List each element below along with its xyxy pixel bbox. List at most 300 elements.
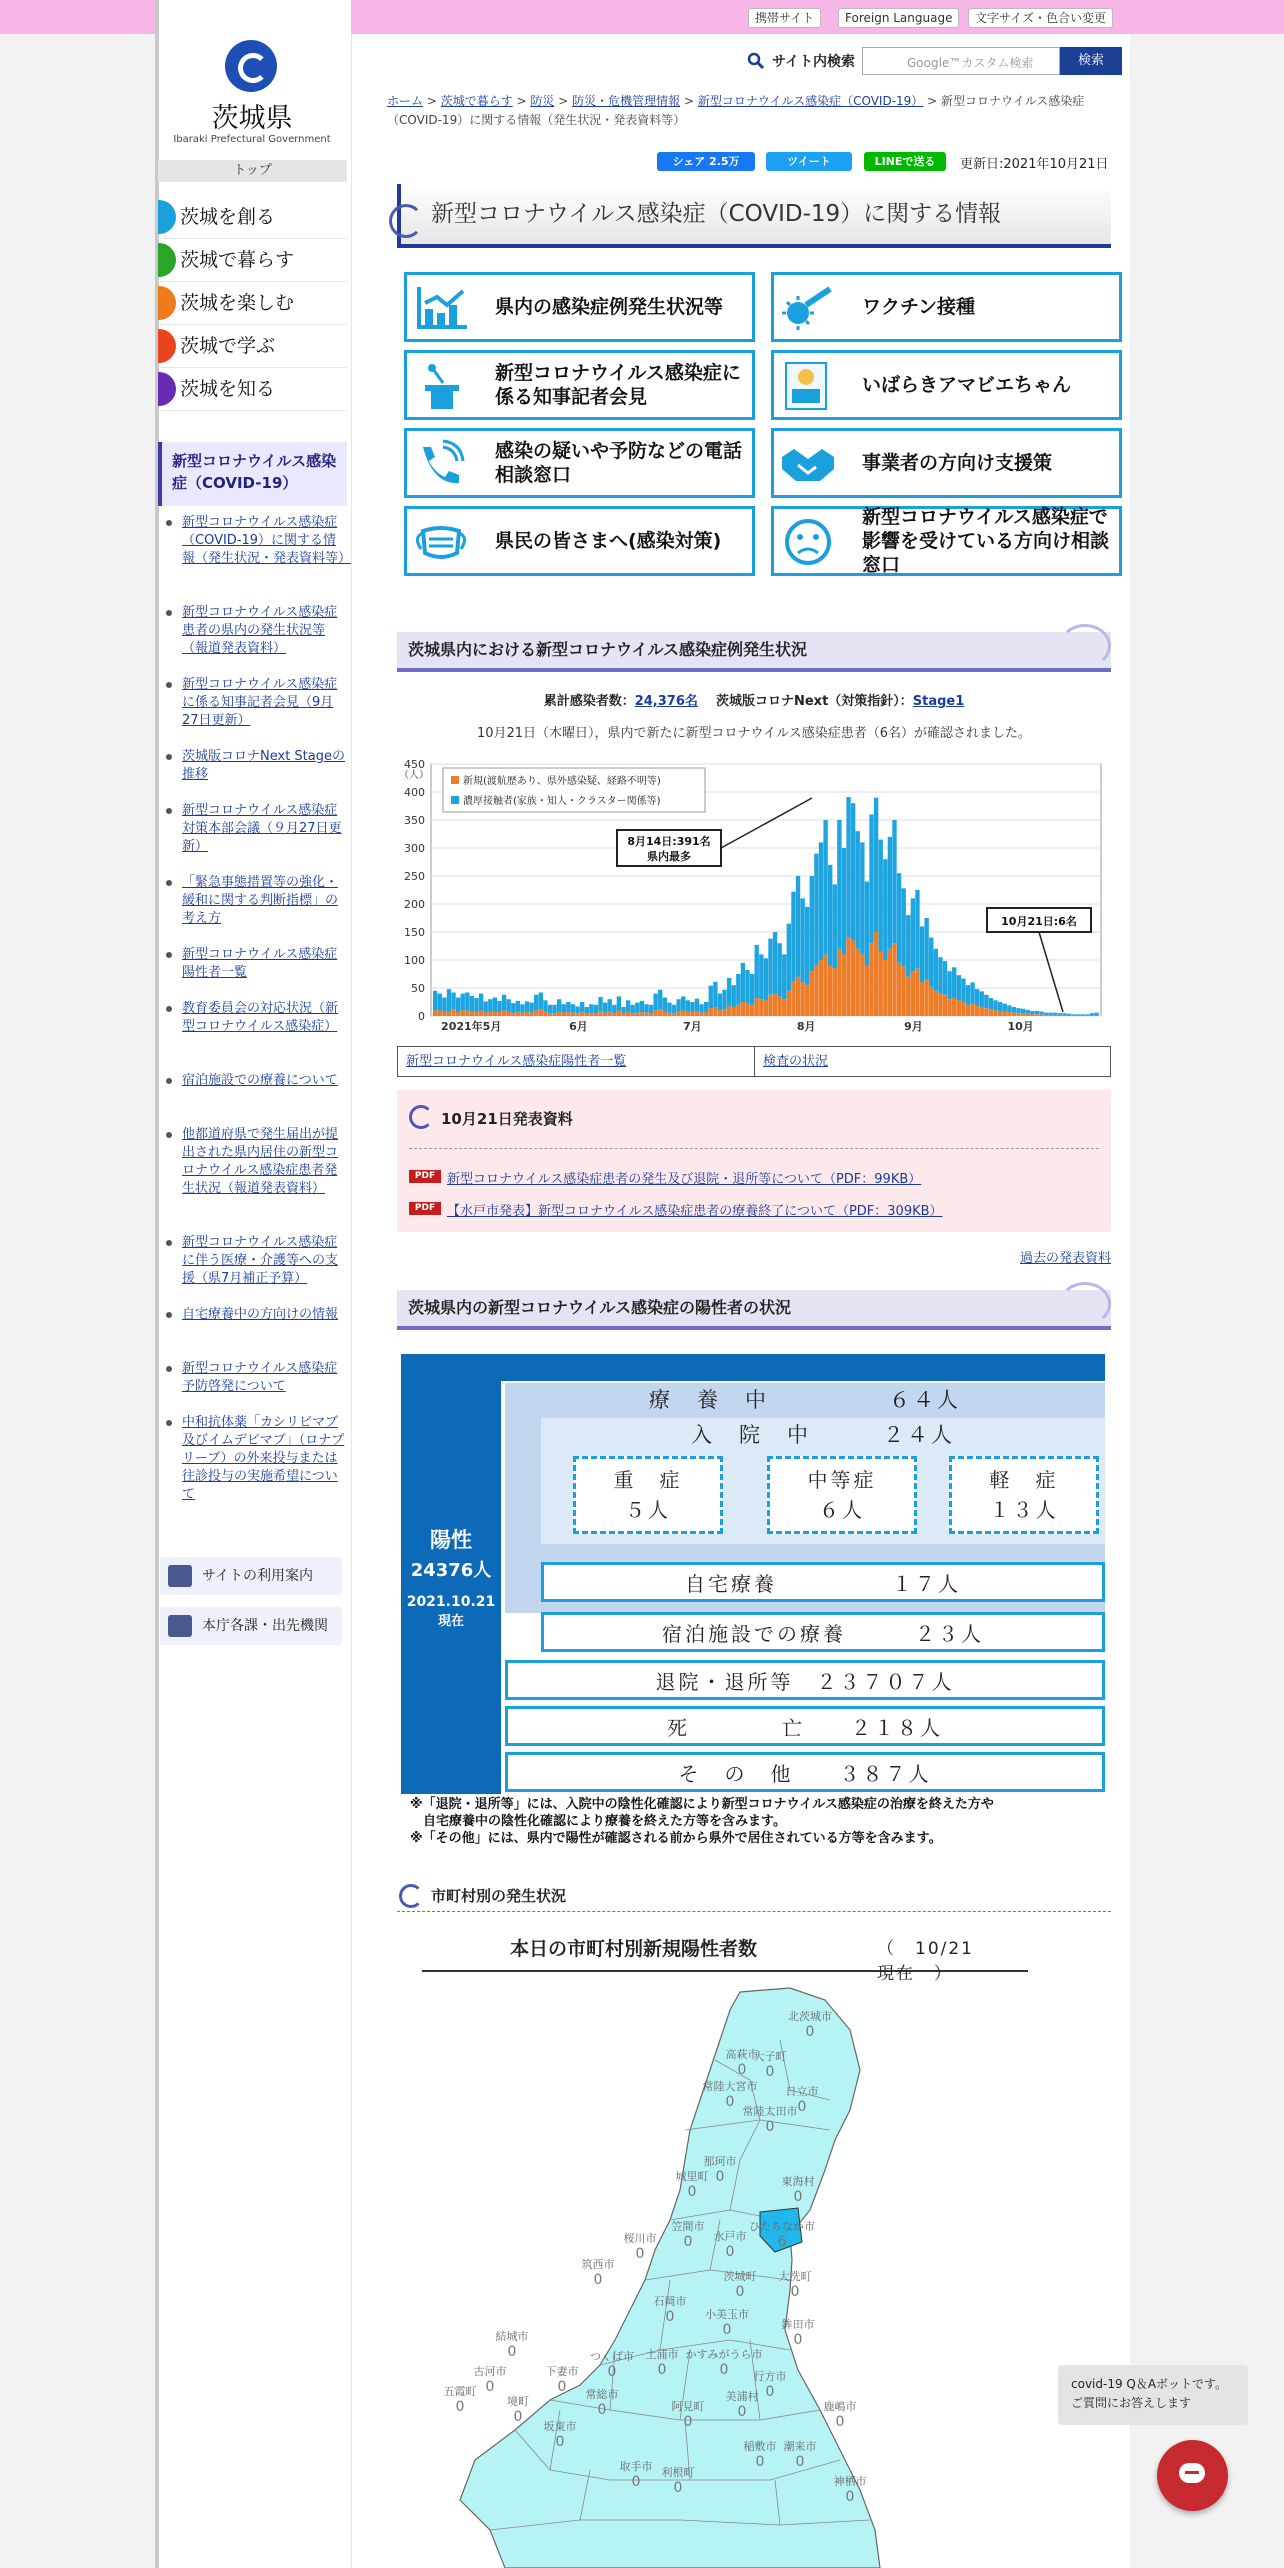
bar-close-contact [631,1005,635,1013]
bar-close-contact [856,831,860,949]
bar-new [947,999,951,1016]
bar-new [461,1010,465,1016]
nav-dot-icon [158,200,176,234]
nav-item-know[interactable] [158,368,347,411]
spiral-icon [399,1884,423,1908]
municipality-name: 五霞町 [443,2385,477,2398]
sidebar-link[interactable]: 新型コロナウイルス感染症対策本部会議（９月27日更新） [182,802,346,856]
bar-new [851,940,855,1016]
bar-new [915,968,919,1016]
bar-close-contact [474,998,478,1012]
tile-infection-measures[interactable] [404,506,755,576]
bar-close-contact [764,958,768,1000]
bar-new [653,1010,657,1016]
bar-new [814,966,818,1016]
y-tick-label: 400 [404,786,425,799]
bar-close-contact [539,992,543,1009]
total-label: 累計感染者数： [543,694,635,709]
bar-new [1058,1015,1062,1016]
departments-button[interactable] [160,1607,342,1645]
bar-new [787,991,791,1016]
bar-new [506,1012,510,1016]
municipality-count: 0 [485,2379,495,2395]
y-tick-label: 0 [418,1010,425,1023]
breadcrumb-disaster[interactable]: 防災 [530,94,555,108]
y-tick-label: 50 [411,982,425,995]
bar-new [493,1012,497,1016]
bar-close-contact [497,1001,501,1012]
bar-new [1094,1015,1098,1016]
bar-new [649,1013,653,1016]
bar-close-contact [750,974,754,1005]
chatbot-line: ご質問にお答えします [1071,2396,1192,2410]
bar-close-contact [456,998,460,1012]
bar-close-contact [929,938,933,987]
pdf-link[interactable] [409,1200,943,1219]
municipality-name: ひたちなか市 [749,2220,815,2233]
bar-close-contact [1062,1013,1066,1015]
bar-new [901,967,905,1016]
daily-cases-chart [397,754,1111,1034]
bar-close-contact [851,803,855,940]
bar-new [805,985,809,1016]
bar-new [529,1013,533,1016]
map-title [422,1930,1028,1984]
footnotes [410,1796,1110,1847]
bar-new [1007,1012,1011,1016]
press-heading [409,1108,573,1129]
bar-new [842,954,846,1016]
bar-close-contact [727,978,731,1006]
breadcrumb-home[interactable]: ホーム [387,94,424,108]
bar-close-contact [681,996,685,1010]
nav-item-learn[interactable] [158,325,347,368]
municipality-name: 阿見町 [671,2400,705,2413]
x-tick-label: 7月 [682,1020,702,1033]
bar-new [879,952,883,1016]
municipality-count: 0 [737,2404,747,2420]
past-releases-link[interactable]: 過去の発表資料 [1019,1251,1111,1266]
bar-new [470,1012,474,1016]
bar-close-contact [759,954,763,999]
nav-item-enjoy[interactable] [158,282,347,325]
bar-close-contact [663,998,667,1012]
tile-label: いばらきアマビエちゃん [862,374,1072,396]
vaccine-icon [780,283,836,333]
bar-new [589,1013,593,1016]
bar-new [759,999,763,1016]
bar-close-contact [626,1000,630,1011]
municipality-name: 美浦村 [725,2390,759,2403]
breadcrumb-crisis[interactable]: 防災・危機管理情報 [572,94,681,108]
bar-close-contact [575,1006,579,1013]
tile-vaccine[interactable] [771,272,1122,342]
sidebar-link[interactable]: 宿泊施設での療養について [182,1072,346,1090]
bar-new [892,943,896,1016]
bar-close-contact [984,995,988,1008]
bar-new [819,960,823,1016]
bar-close-contact [718,994,722,1011]
bar-new [764,1000,768,1016]
bar-new [741,1002,745,1016]
municipality-name: 北茨城市 [788,2010,832,2023]
home-care-box: 自宅療養 １７人 [541,1562,1105,1602]
municipality-name: 小美玉市 [705,2308,749,2321]
bar-new [1090,1015,1094,1016]
bar-close-contact [833,884,837,968]
bar-close-contact [800,898,804,982]
bar-close-contact [667,1003,671,1013]
bar-close-contact [1081,1014,1085,1015]
bar-new [970,1004,974,1016]
municipality-count: 0 [665,2309,675,2325]
bar-close-contact [980,991,984,1007]
bar-new [888,949,892,1016]
bar-new [552,1013,556,1016]
font-color-settings-link[interactable]: 文字サイズ・色合い変更 [968,8,1113,28]
logo-subtitle: Ibaraki Prefectural Government [173,134,331,145]
annotation-peak: 県内最多 [647,850,691,863]
bar-close-contact [1094,1013,1098,1016]
ibaraki-outline [460,1988,880,2568]
bar-new [796,977,800,1016]
bar-new [663,1012,667,1016]
bar-close-contact [672,1005,676,1013]
bar-new [732,1008,736,1016]
bar-new [479,1010,483,1016]
related-links-table [397,1046,1111,1077]
municipality-count: 0 [455,2399,465,2415]
bar-close-contact [676,999,680,1011]
municipality-count: 0 [683,2414,693,2430]
bar-close-contact [529,1003,533,1013]
municipality-name: 桜川市 [623,2232,657,2245]
bar-close-contact [433,991,437,1011]
y-tick-label: 200 [404,898,425,911]
sidebar-link[interactable]: 中和抗体薬「カシリビマブ及びイムデビマブ」（ロナプリーブ）の外来投与または往診投与の実施希望について [182,1415,345,1502]
search-input[interactable]: Google™カスタム検索 [862,47,1060,75]
hospitalized-count: 入 院 中 ２４人 [691,1423,955,1447]
bar-new [869,943,873,1016]
municipality-name: 常総市 [585,2388,619,2401]
bar-close-contact [911,898,915,971]
bar-close-contact [947,971,951,999]
bar-close-contact [874,798,878,932]
bar-close-contact [552,1005,556,1013]
bar-new [672,1013,676,1016]
sidebar-link[interactable]: 教育委員会の対応状況（新型コロナウイルス感染症） [182,1000,346,1036]
municipality-count: 0 [835,2414,845,2430]
bar-close-contact [805,907,809,985]
bar-close-contact [722,990,726,1010]
nav-item-label: 茨城で暮らす [180,249,295,271]
sidebar-link[interactable]: 「緊急事態措置等の強化・緩和に関する判断指標」の考え方 [182,874,346,928]
stage-link[interactable]: Stage1 [912,694,965,709]
bar-new [1012,1013,1016,1016]
municipality-name: 結城市 [495,2330,529,2343]
municipality-name: 境町 [507,2395,529,2408]
bar-new [631,1013,635,1016]
bar-new [727,1006,731,1016]
bar-close-contact [1067,1014,1071,1016]
municipality-name: 石岡市 [653,2295,687,2308]
bar-close-contact [608,999,612,1011]
municipality-name: 茨城町 [723,2270,757,2283]
bar-new [447,1012,451,1016]
positive-list-link[interactable]: 新型コロナウイルス感染症陽性者一覧 [398,1047,755,1076]
bar-new [603,1013,607,1016]
bar-close-contact [1076,1014,1080,1015]
total-cases-link[interactable]: 24,376名 [634,694,698,709]
sidebar-section-title[interactable]: 新型コロナウイルス感染症（COVID-19） [158,442,347,506]
section-heading-text: 茨城県内における新型コロナウイルス感染症例発生状況 [408,640,808,659]
test-status-link[interactable]: 検査の状況 [763,1054,829,1069]
section-heading-status [397,632,1111,672]
bar-close-contact [640,1001,644,1012]
nav-item-label: 茨城を知る [180,378,276,400]
map-title-text: 本日の市町村別新規陽性者数 [510,1938,758,1960]
line-share-button[interactable]: LINEで送る [864,152,946,171]
nav-dot-icon [158,243,176,277]
mild-box [949,1456,1099,1534]
municipality-name: 城里町 [675,2170,709,2183]
bar-close-contact [828,865,832,966]
tile-label: 感染の疑いや予防などの電話相談窓口 [495,440,743,486]
bar-new [575,1013,579,1016]
y-tick-label: 100 [404,954,425,967]
bar-close-contact [901,888,905,966]
bar-new [993,1010,997,1016]
bar-new [667,1013,671,1016]
logo-title[interactable]: 茨城県 [211,103,293,134]
nav-dot-icon [158,286,176,320]
bar-close-contact [598,997,602,1011]
bar-new [1071,1015,1075,1016]
breadcrumb-covid[interactable]: 新型コロナウイルス感染症（COVID-19） [697,94,924,108]
municipality-count: 0 [793,2332,803,2348]
prefecture-logo-icon[interactable] [225,40,277,92]
tile-label: 県内の感染症例発生状況等 [495,296,724,318]
search-button[interactable]: 検索 [1060,47,1122,75]
keyboard-icon [168,1565,192,1587]
municipality-name: 水戸市 [713,2230,747,2243]
municipality-count: 0 [737,2062,747,2078]
bar-close-contact [686,1000,690,1011]
legend-label: 濃厚接触者(家族・知人・クラスター関係等) [463,796,661,807]
bar-new [562,1013,566,1016]
foreign-language-link[interactable]: Foreign Language [838,8,959,28]
bar-close-contact [612,1005,616,1013]
bar-new [635,1013,639,1016]
moderate-label: 中等症 [807,1468,877,1492]
sidebar-link[interactable]: 他都道府県で発生届出が提出された県内居住の新型コロナウイルス感染症患者発生状況（報道発表資料） [182,1126,346,1198]
bar-close-contact [585,1007,589,1014]
sidebar-link[interactable]: 新型コロナウイルス感染症に係る知事記者会見（9月27日更新） [182,676,346,730]
bar-close-contact [1007,1005,1011,1012]
municipality-name: かすみがうら市 [685,2348,763,2361]
x-tick-label: 9月 [904,1020,923,1033]
municipality-count: 0 [715,2169,725,2185]
site-usage-button[interactable] [160,1557,342,1595]
bar-close-contact [461,994,465,1011]
breadcrumb-live[interactable]: 茨城で暮らす [440,94,513,108]
x-tick-label: 2021年5月 [441,1020,502,1033]
bar-new [989,1009,993,1016]
municipality-name: 鹿嶋市 [823,2400,857,2413]
sidebar-link[interactable]: 新型コロナウイルス感染症（COVID-19）に関する情報（発生状況・発表資料等） [182,515,352,566]
bar-close-contact [819,842,823,960]
sidebar-link[interactable]: 茨城版コロナNext Stageの推移 [182,749,345,782]
bar-new [608,1012,612,1016]
bar-new [598,1011,602,1016]
bar-new [695,1011,699,1016]
severe-label: 重 症 [613,1468,683,1492]
nav-item-create[interactable] [158,196,347,239]
positive-total: 24376人 [410,1560,492,1581]
bar-close-contact [823,820,827,954]
phone-icon [413,439,469,489]
tile-case-status[interactable] [404,272,755,342]
bar-close-contact [915,890,919,968]
bar-close-contact [1003,1004,1007,1012]
municipality-count: 6 [777,2234,787,2250]
sidebar-link[interactable]: 自宅療養中の方向けの情報 [182,1306,346,1324]
tile-press-conference[interactable] [404,350,755,420]
municipality-count: 0 [765,2384,775,2400]
mobile-site-link[interactable]: 携帯サイト [748,8,821,28]
worried-face-icon [780,517,836,567]
bar-close-contact [511,1003,515,1013]
y-axis-unit: （人） [399,770,429,781]
sidebar-link[interactable]: 新型コロナウイルス感染症予防啓発について [182,1360,346,1396]
bar-new [484,1013,488,1016]
municipality-name: 日立市 [785,2085,819,2098]
tile-label: 事業者の方向け支援策 [862,452,1053,474]
sidebar-link[interactable]: 新型コロナウイルス感染症に伴う医療・介護等への支援（県7月補正予算） [182,1234,346,1288]
municipality-count: 0 [790,2284,800,2300]
bar-close-contact [1085,1014,1089,1015]
bar-close-contact [603,1003,607,1013]
site-usage-label: サイトの利用案内 [202,1568,314,1584]
nav-dot-icon [158,329,176,363]
bar-new [474,1012,478,1016]
municipality-count: 0 [607,2364,617,2380]
bar-new [676,1012,680,1016]
sidebar-link[interactable]: 新型コロナウイルス感染症陽性者一覧 [182,946,346,982]
bar-new [924,980,928,1016]
bar-new [621,1014,625,1016]
sidebar-link[interactable]: 新型コロナウイルス感染症患者の県内の発生状況等（報道発表資料） [182,604,346,658]
municipal-heading [397,1880,1111,1912]
municipality-name: 稲敷市 [743,2440,777,2453]
municipality-name: 東海村 [781,2175,815,2188]
tile-label: 県民の皆さまへ(感染対策) [495,530,722,552]
bar-new [511,1013,515,1016]
tile-affected-consult[interactable] [771,506,1122,576]
nav-item-live[interactable] [158,239,347,282]
bar-new [543,1012,547,1016]
positive-label: 陽性 [430,1528,472,1552]
diagram-top-band [401,1354,1105,1381]
chatbot-bubble[interactable] [1058,2365,1248,2425]
bar-new [571,1013,575,1016]
municipality-count: 0 [513,2409,523,2425]
bar-close-contact [470,996,474,1012]
bar-new [938,994,942,1016]
tile-business-support[interactable] [771,428,1122,498]
bar-new [713,1007,717,1016]
bar-close-contact [709,986,713,1008]
chat-icon[interactable] [1157,2440,1228,2511]
bar-close-contact [493,998,497,1012]
podium-icon [413,361,469,411]
press-title: 10月21日発表資料 [441,1110,573,1128]
bar-close-contact [782,954,786,999]
bar-new [1053,1015,1057,1016]
bar-new [1062,1015,1066,1016]
municipality-count: 0 [687,2184,697,2200]
municipality-count: 0 [722,2322,732,2338]
municipality-count: 0 [725,2244,735,2260]
y-tick-label: 150 [404,926,425,939]
bar-close-contact [934,949,938,991]
nav-top[interactable]: トップ [158,160,347,182]
bar-close-contact [1090,1013,1094,1015]
municipality-count: 0 [719,2362,729,2378]
tile-phone-consult[interactable] [404,428,755,498]
bar-new [961,1002,965,1016]
lodging-care-box: 宿泊施設での療養 ２３人 [541,1612,1105,1652]
tile-amabie[interactable] [771,350,1122,420]
bar-new [1085,1015,1089,1016]
bar-new [1067,1015,1071,1016]
municipality-count: 0 [555,2434,565,2450]
bar-close-contact [589,1004,593,1012]
positive-date: 2021.10.21 [406,1594,496,1610]
municipality-name: 笠間市 [671,2220,705,2233]
municipality-count: 0 [805,2024,815,2040]
bar-close-contact [562,1004,566,1012]
bar-close-contact [653,994,657,1011]
nav-item-label: 茨城を創る [180,206,276,228]
bar-new [640,1012,644,1016]
people-icon [168,1615,192,1637]
bar-close-contact [745,970,749,1004]
footnote: 自宅療養中の陰性化確認により療養を終えた方等を含みます。 [410,1814,786,1829]
municipality-name: つくば市 [590,2350,634,2363]
spiral-icon [389,204,423,238]
severe-count: ５人 [625,1498,671,1522]
bar-new [943,995,947,1016]
bar-new [502,1010,506,1016]
municipality-name: 大洗町 [778,2270,812,2283]
section-heading-text: 茨城県内の新型コロナウイルス感染症の陽性者の状況 [408,1298,792,1317]
bar-new [777,996,781,1016]
bar-new [980,1007,984,1016]
pdf-link[interactable] [409,1168,921,1187]
deaths-box: 死 亡 ２１８人 [505,1706,1105,1746]
municipality-name: 行方市 [753,2370,787,2383]
spiral-icon [409,1105,433,1129]
municipality-name: 常陸大宮市 [702,2080,758,2093]
footnote: ※「その他」には、県内で陽性が確認される前から県外で居住されている方等を含みます。 [410,1831,942,1846]
tweet-button[interactable]: ツイート [766,152,852,171]
municipality-count: 0 [657,2362,667,2378]
facebook-share-button[interactable]: シェア 2.5万 [657,152,755,171]
bar-new [1016,1013,1020,1016]
bar-close-contact [557,999,561,1011]
bar-close-contact [566,1002,570,1012]
